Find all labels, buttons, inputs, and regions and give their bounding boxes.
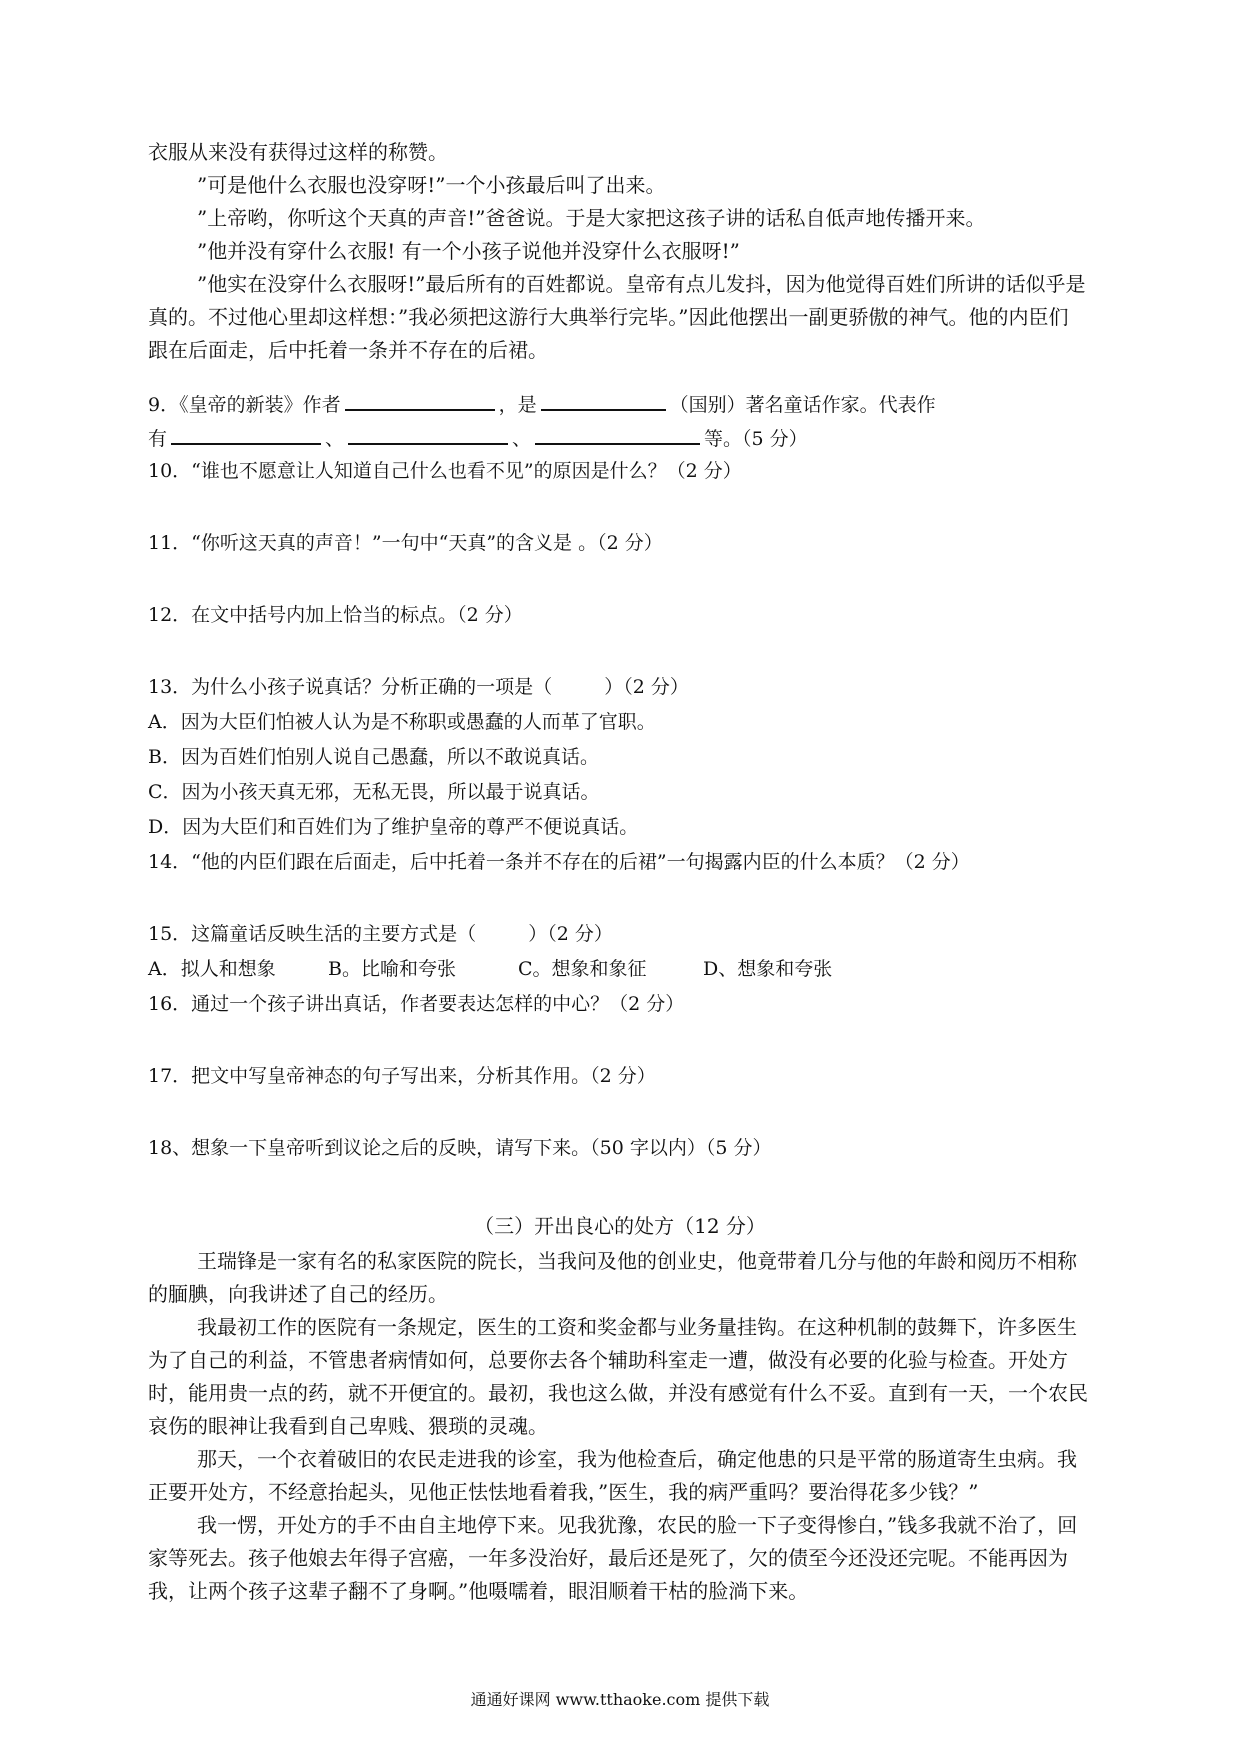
passage-paragraph: ”可是他什么衣服也没穿呀!”一个小孩最后叫了出来。 bbox=[197, 173, 666, 197]
question-13-option-b: B．因为百姓们怕别人说自己愚蠢，所以不敢说真话。 bbox=[148, 746, 599, 768]
question-15-option-c: C。想象和象征 bbox=[518, 958, 647, 980]
question-13 bbox=[148, 672, 1108, 702]
question-9-line-1 bbox=[148, 387, 1108, 420]
answer-blank-work-2[interactable] bbox=[348, 421, 508, 445]
question-9-text: （国别）著名童话作家。代表作 bbox=[669, 394, 936, 416]
question-15 bbox=[148, 919, 1108, 949]
question-13-option-c: C．因为小孩天真无邪，无私无畏，所以最于说真话。 bbox=[148, 781, 600, 803]
question-18: 18、想象一下皇帝听到议论之后的反映，请写下来。（50 字以内）（5 分） bbox=[148, 1137, 772, 1159]
answer-blank-work-1[interactable] bbox=[171, 421, 321, 445]
section-3-title: （三）开出良心的处方（12 分） bbox=[474, 1214, 766, 1238]
answer-blank-work-3[interactable] bbox=[535, 421, 700, 445]
question-13-option-d: D．因为大臣们和百姓们为了维护皇帝的尊严不便说真话。 bbox=[148, 816, 639, 838]
question-10: 10．“谁也不愿意让人知道自己什么也看不见”的原因是什么？（2 分） bbox=[148, 460, 742, 482]
question-15-option-d: D、想象和夸张 bbox=[703, 958, 833, 980]
passage-paragraph: ”他并没有穿什么衣服! 有一个小孩子说他并没穿什么衣服呀!” bbox=[197, 239, 740, 263]
question-15-option-b: B。比喻和夸张 bbox=[328, 958, 456, 980]
passage-good-conscience-prescription bbox=[148, 1245, 1088, 1608]
question-13-text: 13．为什么小孩子说真话？分析正确的一项是（ bbox=[148, 676, 553, 698]
question-14: 14．“他的内臣们跟在后面走，后中托着一条并不存在的后裙”一句揭露内臣的什么本质？（2 分） bbox=[148, 851, 970, 873]
question-11: 11．“你听这天真的声音！”一句中“天真”的含义是 。（2 分） bbox=[148, 532, 663, 554]
page-footer: 通通好课网 www.tthaoke.com 提供下载 bbox=[470, 1690, 770, 1709]
question-9-text: 等。（5 分） bbox=[704, 428, 808, 450]
passage-paragraph: 衣服从来没有获得过这样的称赞。 bbox=[148, 140, 448, 164]
question-9-text: ，是 bbox=[498, 394, 537, 416]
passage-paragraph: 我最初工作的医院有一条规定，医生的工资和奖金都与业务量挂钩。在这种机制的鼓舞下，许多医生为了自己的利益，不管患者病情如何，总要你去各个辅助科室走一遭，做没有必要的化验与检查。开处方时，能用贵一点的药，就不开便宜的。最初，我也这么做，并没有感觉有什么不妥。直到有一天，一个农民哀伤的眼神让我看到自己卑贱、猥琐的灵魂。 bbox=[148, 1315, 1088, 1438]
answer-blank-country[interactable] bbox=[541, 387, 666, 411]
question-15-option-a: A．拟人和想象 bbox=[148, 958, 276, 980]
passage-paragraph: ”上帝哟，你听这个天真的声音!”爸爸说。于是大家把这孩子讲的话私自低声地传播开来。 bbox=[197, 206, 986, 230]
question-9-text: 、 bbox=[325, 428, 345, 450]
question-13-option-a: A．因为大臣们怕被人认为是不称职或愚蠢的人而革了官职。 bbox=[148, 711, 656, 733]
question-15-text: ）（2 分） bbox=[528, 923, 613, 945]
question-15-options bbox=[148, 954, 1108, 984]
question-17: 17．把文中写皇帝神态的句子写出来，分析其作用。（2 分） bbox=[148, 1065, 656, 1087]
passage-paragraph: 那天，一个衣着破旧的农民走进我的诊室，我为他检查后，确定他患的只是平常的肠道寄生虫病。我正要开处方，不经意抬起头，见他正怯怯地看着我，”医生，我的病严重吗？要治得花多少钱？” bbox=[148, 1447, 1077, 1504]
passage-paragraph: 王瑞锋是一家有名的私家医院的院长，当我问及他的创业史，他竟带着几分与他的年龄和阅历不相称的腼腆，向我讲述了自己的经历。 bbox=[148, 1249, 1077, 1306]
question-13-text: ）（2 分） bbox=[604, 676, 689, 698]
passage-paragraph: 我一愣，开处方的手不由自主地停下来。见我犹豫，农民的脸一下子变得惨白，”钱多我就不治了，回家等死去。孩子他娘去年得子宫癌，一年多没治好，最后还是死了，欠的债至今还没还完呢。不能再因为我，让两个孩子这辈子翻不了身啊。”他嗫嚅着，眼泪顺着干枯的脸淌下来。 bbox=[148, 1513, 1078, 1603]
question-16: 16．通过一个孩子讲出真话，作者要表达怎样的中心？（2 分） bbox=[148, 993, 685, 1015]
question-15-text: 15．这篇童话反映生活的主要方式是（ bbox=[148, 923, 477, 945]
question-9-line-2 bbox=[148, 421, 1108, 454]
question-12: 12．在文中括号内加上恰当的标点。（2 分） bbox=[148, 604, 523, 626]
passage-paragraph: ”他实在没穿什么衣服呀!”最后所有的百姓都说。皇帝有点儿发抖，因为他觉得百姓们所讲的话似乎是真的。不过他心里却这样想：”我必须把这游行大典举行完毕。”因此他摆出一副更骄傲的神气。他的内臣们跟在后面走，后中托着一条并不存在的后裙。 bbox=[148, 272, 1086, 362]
answer-blank-author[interactable] bbox=[345, 387, 495, 411]
question-9-text: 、 bbox=[512, 428, 532, 450]
question-9-text: 有 bbox=[148, 428, 168, 450]
passage-emperor-new-clothes bbox=[148, 136, 1088, 367]
question-9-text: 9．《皇帝的新装》作者 bbox=[148, 394, 341, 416]
